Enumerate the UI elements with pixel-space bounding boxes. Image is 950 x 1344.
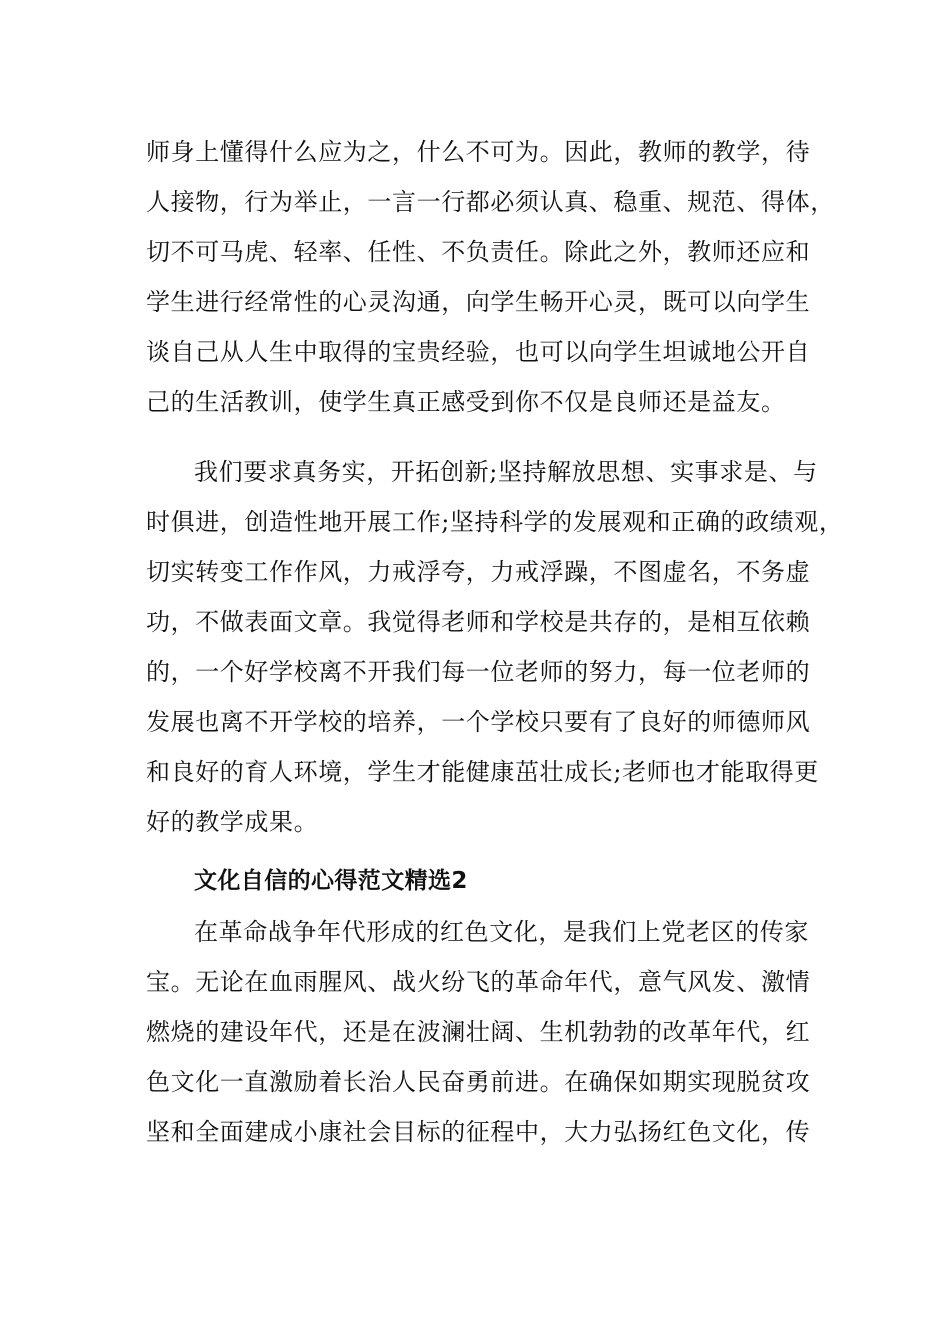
paragraph-line: 宝。无论在血雨腥风、战火纷飞的革命年代，意气风发、激情 bbox=[146, 968, 811, 996]
paragraph-line: 的，一个好学校离不开我们每一位老师的努力，每一位老师的 bbox=[146, 658, 811, 686]
paragraph-line: 时俱进，创造性地开展工作;坚持科学的发展观和正确的政绩观， bbox=[146, 508, 844, 536]
paragraph-line: 谈自己从人生中取得的宝贵经验，也可以向学生坦诚地公开自 bbox=[146, 338, 811, 366]
paragraph-line: 师身上懂得什么应为之，什么不可为。因此，教师的教学，待 bbox=[146, 138, 811, 166]
paragraph-line: 切实转变工作作风，力戒浮夸，力戒浮躁，不图虚名，不务虚 bbox=[146, 558, 811, 586]
paragraph-line: 人接物，行为举止，一言一行都必须认真、稳重、规范、得体， bbox=[146, 188, 835, 216]
paragraph-line: 坚和全面建成小康社会目标的征程中，大力弘扬红色文化，传 bbox=[146, 1118, 811, 1146]
section-heading: 文化自信的心得范文精选2 bbox=[194, 868, 468, 894]
paragraph-line: 好的教学成果。 bbox=[146, 808, 319, 836]
paragraph-line: 学生进行经常性的心灵沟通，向学生畅开心灵，既可以向学生 bbox=[146, 288, 811, 316]
paragraph-line: 己的生活教训，使学生真正感受到你不仅是良师还是益友。 bbox=[146, 388, 786, 416]
paragraph-line: 切不可马虎、轻率、任性、不负责任。除此之外，教师还应和 bbox=[146, 238, 811, 266]
paragraph-line: 我们要求真务实，开拓创新;坚持解放思想、实事求是、与 bbox=[194, 458, 818, 486]
paragraph-line: 功，不做表面文章。我觉得老师和学校是共存的，是相互依赖 bbox=[146, 608, 811, 636]
paragraph-line: 发展也离不开学校的培养，一个学校只要有了良好的师德师风 bbox=[146, 708, 811, 736]
paragraph-line: 燃烧的建设年代，还是在波澜壮阔、生机勃勃的改革年代，红 bbox=[146, 1018, 811, 1046]
paragraph-line: 在革命战争年代形成的红色文化，是我们上党老区的传家 bbox=[194, 918, 809, 946]
paragraph-line: 和良好的育人环境，学生才能健康茁壮成长;老师也才能取得更 bbox=[146, 758, 819, 786]
paragraph-line: 色文化一直激励着长治人民奋勇前进。在确保如期实现脱贫攻 bbox=[146, 1068, 811, 1096]
